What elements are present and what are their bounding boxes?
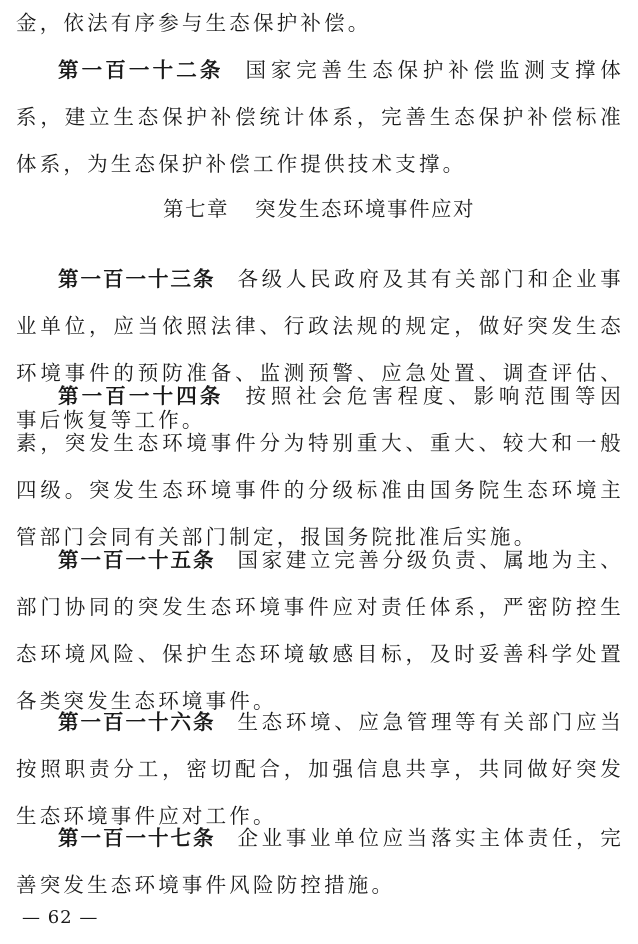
chapter-number: 第七章	[163, 197, 229, 221]
article-number: 第一百一十六条	[58, 710, 216, 734]
article-number: 第一百一十三条	[58, 267, 216, 291]
article-text: 生态环境、应急管理等有关部门应当按照职责分工，密切配合，加强信息共享，共同做好突发生态环境事件应对工作。	[16, 710, 624, 828]
article-112	[16, 47, 624, 188]
article-number: 第一百一十五条	[58, 548, 216, 572]
paragraph-continuation	[16, 0, 624, 47]
article-114	[16, 373, 624, 561]
article-number: 第一百一十四条	[58, 384, 224, 408]
page-number: — 62 —	[22, 907, 99, 928]
article-115	[16, 537, 624, 725]
article-text: 企业事业单位应当落实主体责任，完善突发生态环境事件风险防控措施。	[16, 826, 624, 897]
article-text: 国家建立完善分级负责、属地为主、部门协同的突发生态环境事件应对责任体系，严密防控生态环境风险、保护生态环境敏感目标，及时妥善科学处置各类突发生态环境事件。	[16, 548, 624, 713]
article-text: 各级人民政府及其有关部门和企业事业单位，应当依照法律、行政法规的规定，做好突发生态环境事件的预防准备、监测预警、应急处置、调查评估、事后恢复等工作。	[16, 267, 624, 432]
chapter-title: 突发生态环境事件应对	[255, 197, 475, 221]
article-text: 按照社会危害程度、影响范围等因素，突发生态环境事件分为特别重大、重大、较大和一般四级。突发生态环境事件的分级标准由国务院生态环境主管部门会同有关部门制定，报国务院批准后实施。	[16, 384, 624, 549]
article-117	[16, 815, 624, 909]
article-number: 第一百一十七条	[58, 826, 216, 850]
article-text: 国家完善生态保护补偿监测支撑体系，建立生态保护补偿统计体系，完善生态保护补偿标准体系，为生态保护补偿工作提供技术支撑。	[16, 58, 624, 176]
paragraph-text: 金，依法有序参与生态保护补偿。	[16, 11, 372, 35]
chapter-heading	[0, 186, 638, 233]
article-number: 第一百一十二条	[58, 58, 224, 82]
